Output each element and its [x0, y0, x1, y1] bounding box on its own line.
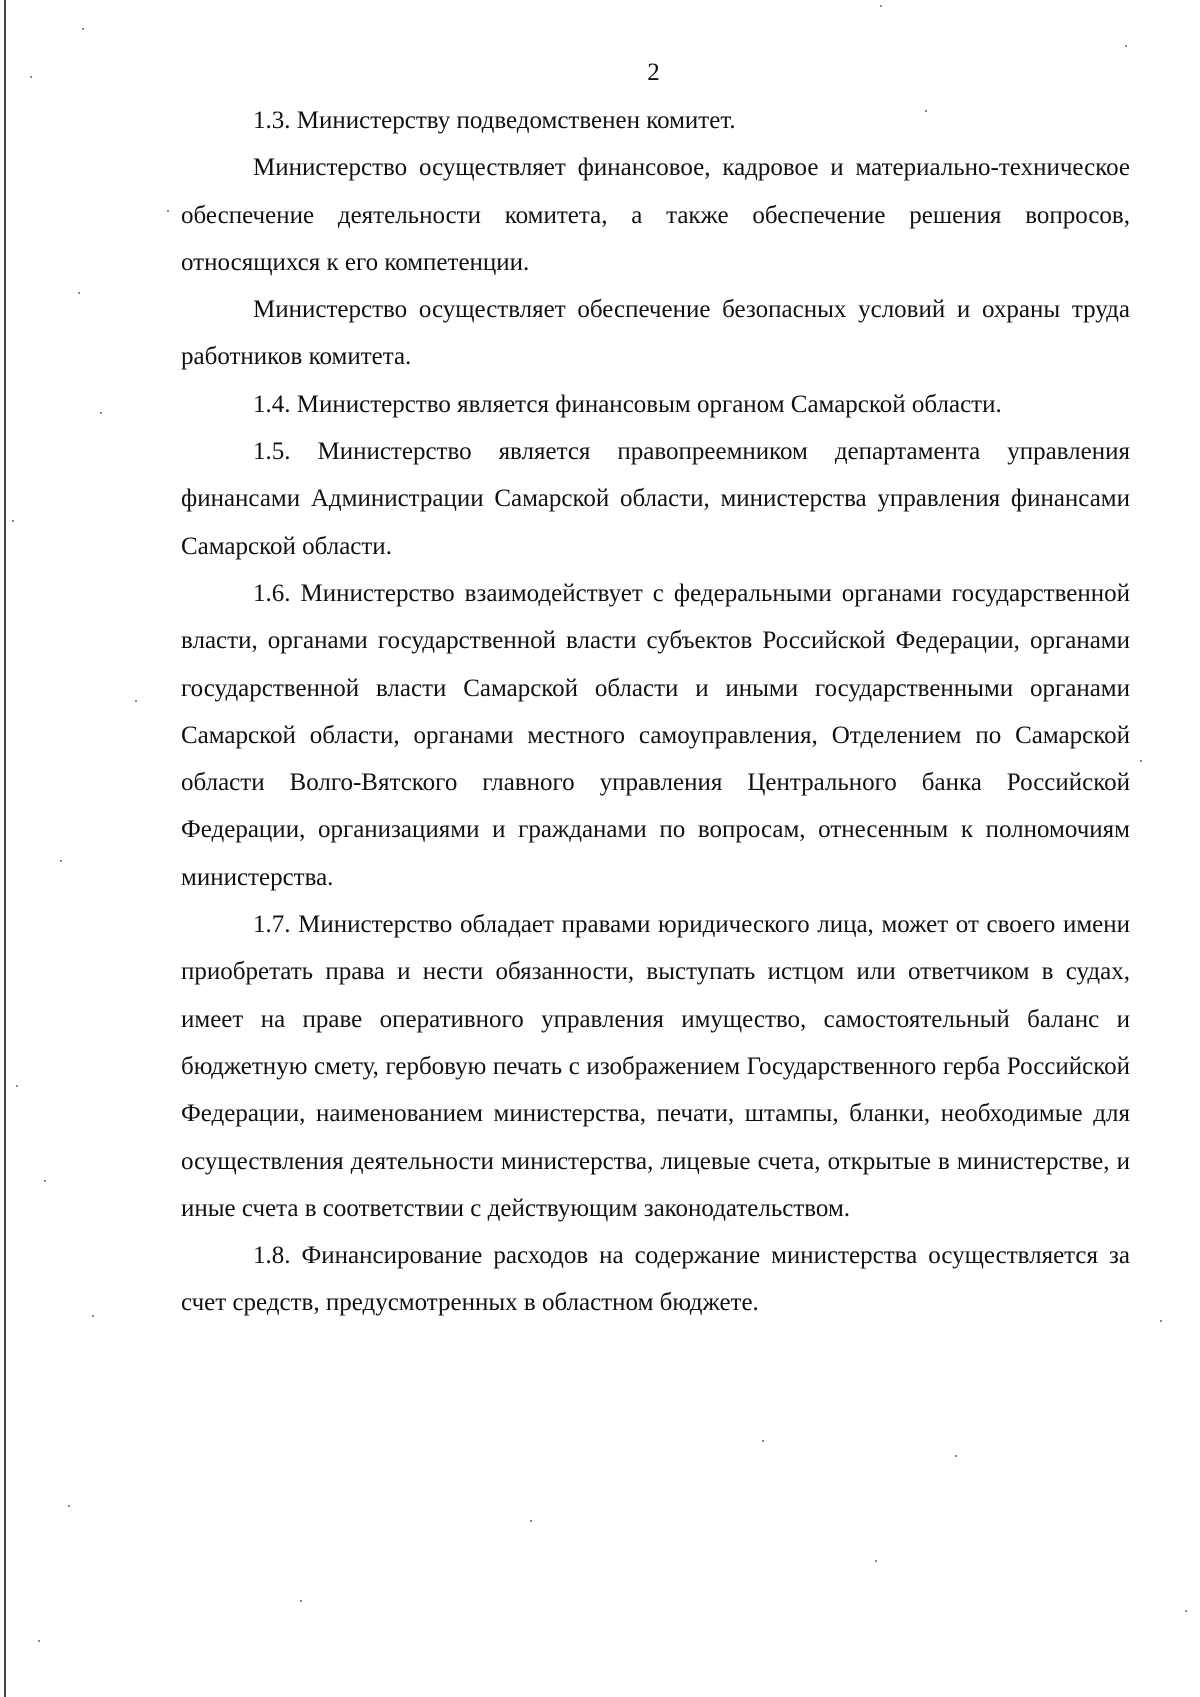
scan-speck — [16, 1085, 18, 1087]
paragraph-1-3: 1.3. Министерству подведомственен комитет. — [253, 107, 736, 134]
scan-speck — [135, 700, 137, 702]
paragraph-1-7: 1.7. Министерство обладает правами юридического лица, может от своего имени приобретать права и нести обязанности, выступать истцом или ответчиком в судах, имеет на праве оперативного управления имущество, самостоятельный баланс и бюджетную смету, гербовую печать с изображением Государственного герба Российской Федерации, наименованием министерства, печати, штампы, бланки, необходимые для осуществления деятельности министерства, лицевые счета, открытые в министерстве, и иные счета в соответствии с действующим законодательством. — [181, 911, 1130, 1222]
scan-speck — [1185, 1610, 1187, 1612]
page-number: 2 — [647, 59, 660, 86]
scan-speck — [82, 28, 84, 30]
scan-speck — [100, 412, 102, 414]
paragraph-1-4: 1.4. Министерство является финансовым органом Самарской области. — [253, 390, 1002, 418]
scan-speck — [68, 1505, 70, 1507]
scan-speck — [167, 210, 169, 212]
paragraph-1-3-support: Министерство осуществляет финансовое, кадровое и материально-техническое обеспечение деятельности комитета, а также обеспечение решения вопросов, относящихся к его компетенции. — [181, 154, 1130, 276]
paragraph-1-6: 1.6. Министерство взаимодействует с федеральными органами государственной власти, органами государственной власти субъектов Российской Федерации, органами государственной власти Самарской области и иными государственными органами Самарской области, органами местного самоуправления, Отделением по Самарской области Волго-Вятского главного управления Центрального банка Российской Федерации, организациями и гражданами по вопросам, отнесенным к полномочиям министерства. — [181, 579, 1130, 891]
scan-speck — [1125, 45, 1127, 47]
scan-speck — [44, 1180, 46, 1182]
paragraph-1-5: 1.5. Министерство является правопреемником департамента управления финансами Администрации Самарской области, министерства управления финансами Самарской области. — [181, 438, 1130, 560]
scan-speck — [38, 1640, 40, 1642]
scan-edge-line — [4, 0, 6, 1697]
scan-speck — [1160, 1320, 1162, 1322]
document-body — [181, 97, 1130, 1327]
scan-speck — [875, 1560, 877, 1562]
scan-speck — [60, 860, 62, 862]
scan-speck — [12, 520, 14, 522]
scan-speck — [92, 1315, 94, 1317]
scan-speck — [530, 1520, 532, 1522]
paragraph-1-8: 1.8. Финансирование расходов на содержание министерства осуществляется за счет средств, предусмотренных в областном бюджете. — [181, 1242, 1130, 1317]
scan-speck — [1140, 760, 1142, 762]
scan-speck — [300, 1600, 302, 1602]
scan-speck — [925, 110, 927, 112]
scan-speck — [880, 5, 882, 7]
scan-speck — [78, 292, 80, 294]
paragraph-1-3-safety: Министерство осуществляет обеспечение безопасных условий и охраны труда работников комитета. — [181, 296, 1130, 371]
scan-speck — [30, 76, 32, 78]
scan-speck — [762, 1440, 764, 1442]
scan-speck — [955, 1455, 957, 1457]
